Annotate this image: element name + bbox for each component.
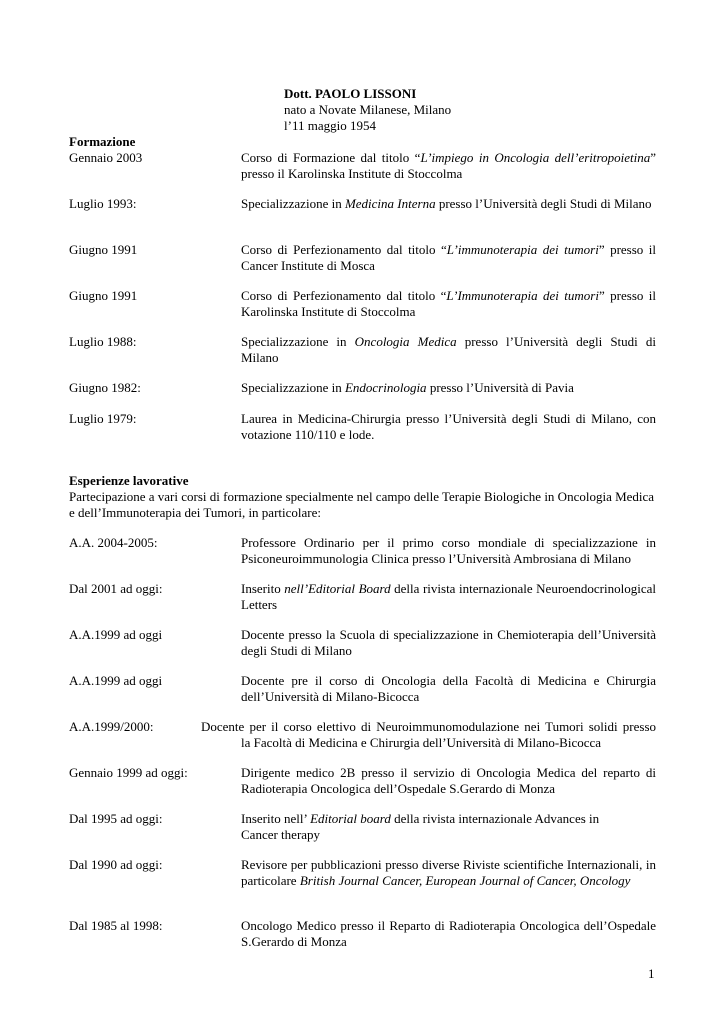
entry-date: Giugno 1991 [69,288,138,303]
entry-text: Revisore per pubblicazioni presso diverse Riviste scientifiche Internazionali, in particolare British Journal Cancer, European Journal of Cancer, Oncology [241,857,656,888]
entry-text: Inserito nell’ Editorial board della rivista internazionale Advances in Cancer therapy [241,811,600,842]
entry-date: A.A. 2004-2005: [69,535,158,550]
entry-text: Corso di Perfezionamento dal titolo “L’Immunoterapia dei tumori” presso il Karolinska Institute di Stoccolma [241,288,657,319]
entry-date: Giugno 1982: [69,380,141,395]
entry-date: Dal 2001 ad oggi: [69,581,163,596]
entry-text: Docente presso la Scuola di specializzazione in Chemioterapia dell’Università degli Studi di Milano [241,627,656,658]
entry-text: Laurea in Medicina-Chirurgia presso l’Università degli Studi di Milano, con votazione 110/110 e lode. [241,411,656,442]
entry-text: Specializzazione in Oncologia Medica presso l’Università degli Studi di Milano [241,334,656,365]
person-name: Dott. PAOLO LISSONI [284,86,417,101]
entry-text: Corso di Perfezionamento dal titolo “L’immunoterapia dei tumori” presso il Cancer Institute di Mosca [241,242,656,273]
entry-date: Luglio 1988: [69,334,137,349]
entry-date: Luglio 1993: [69,196,137,211]
section-title-esperienze: Esperienze lavorative [69,473,189,488]
entry-date: Luglio 1979: [69,411,137,426]
cv-header [284,86,451,134]
entry-text: Docente per il corso elettivo di Neuroimmunomodulazione nei Tumori solidi presso la Facoltà di Medicina e Chirurgia dell’Università di Milano-Bicocca [201,719,656,750]
entry-date: Dal 1985 al 1998: [69,918,163,933]
page-number: 1 [648,966,655,981]
entry-text: Dirigente medico 2B presso il servizio di Oncologia Medica del reparto di Radioterapia Oncologica dell’Ospedale S.Gerardo di Monza [241,765,656,796]
section-title-formazione: Formazione [69,134,136,149]
entry-text: Specializzazione in Endocrinologia presso l’Università di Pavia [241,380,574,395]
birthplace: nato a Novate Milanese, Milano [284,102,452,117]
entry-date: A.A.1999/2000: [69,719,154,734]
entry-date: Dal 1990 ad oggi: [69,857,163,872]
entry-text: Professore Ordinario per il primo corso mondiale di specializzazione in Psiconeuroimmunologia Clinica presso l’Università Ambrosiana di Milano [241,535,656,566]
birthdate: l’11 maggio 1954 [284,118,376,133]
entry-text: Docente pre il corso di Oncologia della Facoltà di Medicina e Chirurgia dell’Università di Milano-Bicocca [241,673,656,704]
entry-date: Dal 1995 ad oggi: [69,811,163,826]
entry-text: Oncologo Medico presso il Reparto di Radioterapia Oncologica dell’Ospedale S.Gerardo di Monza [241,918,656,949]
entry-date: Gennaio 2003 [69,150,143,165]
entry-date: A.A.1999 ad oggi [69,627,163,642]
entry-text: Corso di Formazione dal titolo “L’impiego in Oncologia dell’eritropoietina” presso il Karolinska Institute di Stoccolma [241,150,656,181]
entry-text: Specializzazione in Medicina Interna presso l’Università degli Studi di Milano [241,196,652,211]
section-intro: Partecipazione a vari corsi di formazione specialmente nel campo delle Terapie Biologiche in Oncologia Medica e dell’Immunoterapia dei Tumori, in particolare: [69,489,655,520]
entry-date: Giugno 1991 [69,242,138,257]
entry-text: Inserito nell’Editorial Board della rivista internazionale Neuroendocrinological Letters [241,581,657,612]
entry-date: A.A.1999 ad oggi [69,673,163,688]
entry-date: Gennaio 1999 ad oggi: [69,765,188,780]
